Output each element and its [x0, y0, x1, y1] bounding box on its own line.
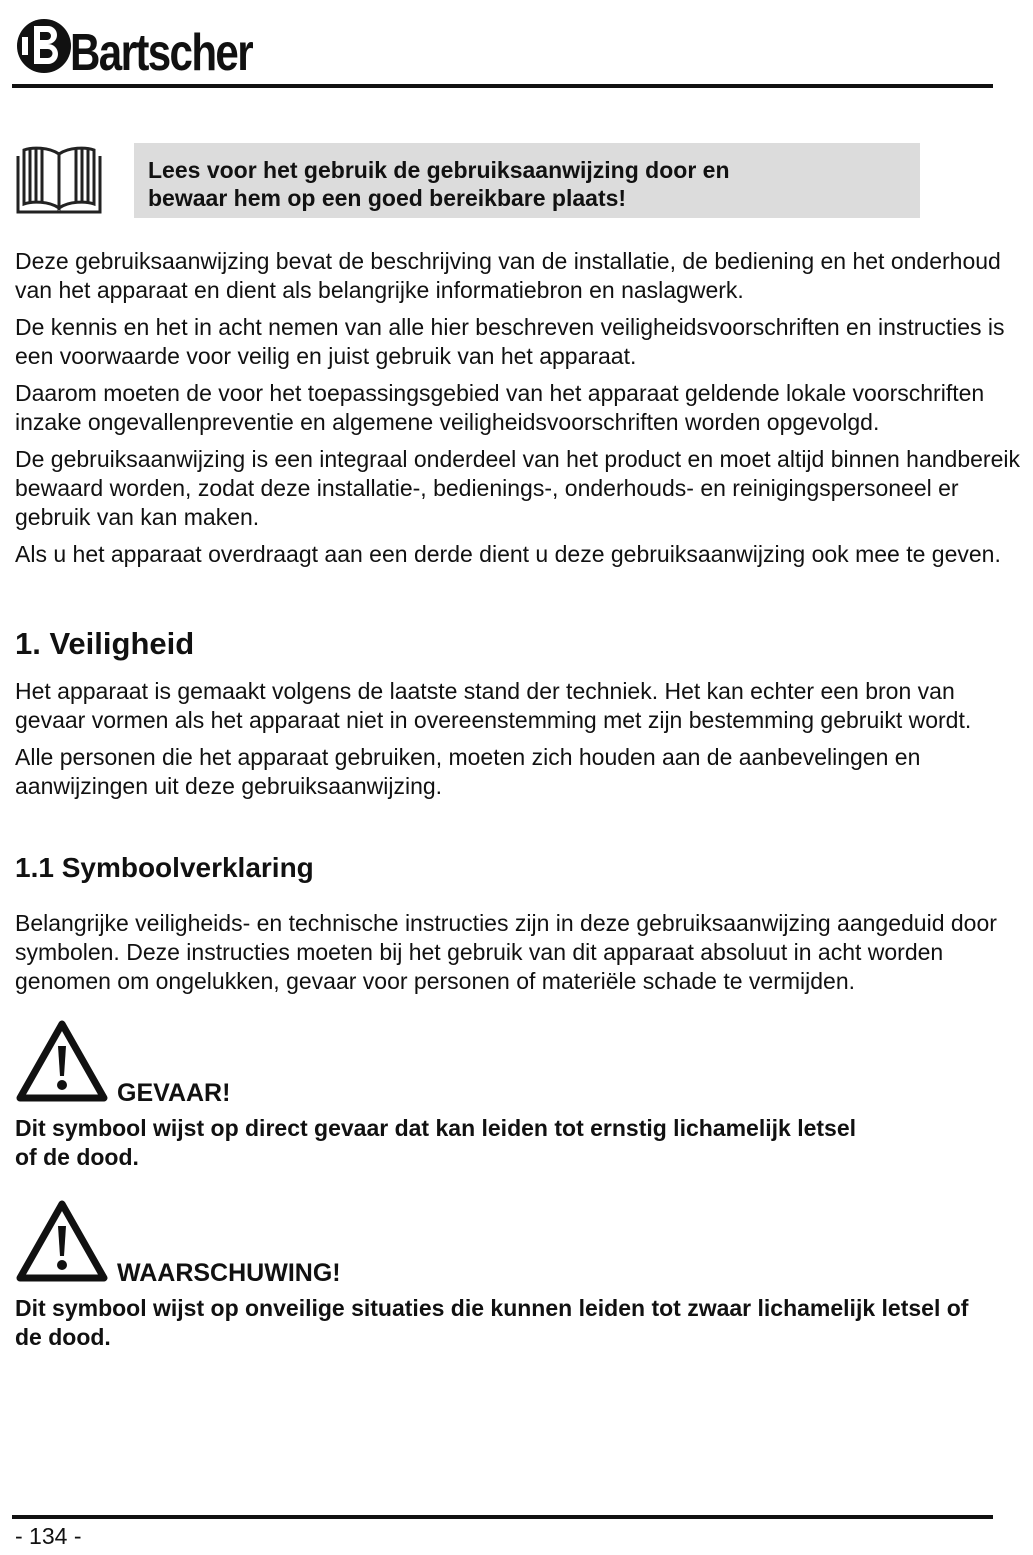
- notice-line-1: Lees voor het gebruik de gebruiksaanwijzing door en: [148, 157, 730, 183]
- intro-paragraph: Als u het apparaat overdraagt aan een derde dient u deze gebruiksaanwijzing ook mee te geven.: [15, 541, 1001, 567]
- intro-paragraph: Deze gebruiksaanwijzing bevat de beschrijving van de installatie, de bediening en het onderhoud van het apparaat en dient als belangrijke informatiebron en naslagwerk.: [15, 248, 1001, 303]
- warning-text: Dit symbool wijst op direct gevaar dat kan leiden tot ernstig lichamelijk letsel of de dood.: [15, 1115, 857, 1170]
- section-heading-safety: 1. Veiligheid: [15, 626, 195, 661]
- bartscher-logo-icon: [14, 8, 254, 82]
- brand-logo: [14, 8, 254, 82]
- warning-text: Dit symbool wijst op onveilige situaties die kunnen leiden tot zwaar lichamelijk letsel of de dood.: [15, 1295, 969, 1350]
- intro-paragraph: De gebruiksaanwijzing is een integraal onderdeel van het product en moet altijd binnen handbereik bewaard worden, zodat deze installatie-, bedienings-, onderhouds- en reinigingspersoneel er gebruik van kan maken.: [15, 446, 1020, 530]
- warning-triangle-icon: [15, 1198, 109, 1284]
- read-instructions-notice: [134, 143, 920, 218]
- book-icon: [14, 142, 104, 216]
- safety-paragraph: Het apparaat is gemaakt volgens de laatste stand der techniek. Het kan echter een bron van gevaar vormen als het apparaat niet in overeenstemming met zijn bestemming gebruikt wordt.: [15, 678, 972, 733]
- header-rule: [12, 84, 993, 88]
- warning-danger: [15, 1018, 1030, 1114]
- warning-title: WAARSCHUWING!: [117, 1259, 341, 1287]
- symbols-paragraph: Belangrijke veiligheids- en technische instructies zijn in deze gebruiksaanwijzing aangeduid door symbolen. Deze instructies moeten bij het gebruik van dit apparaat absoluut in acht worden genomen om ongelukken, gevaar voor personen of materiële schade te vermijden.: [15, 910, 997, 994]
- safety-paragraph: Alle personen die het apparaat gebruiken, moeten zich houden aan de aanbevelingen en aanwijzingen uit deze gebruiksaanwijzing.: [15, 744, 921, 799]
- intro-paragraph: De kennis en het in acht nemen van alle hier beschreven veiligheidsvoorschriften en instructies is een voorwaarde voor veilig en juist gebruik van het apparaat.: [15, 314, 1005, 369]
- warning-warning: [15, 1198, 1030, 1294]
- page-number: - 134 -: [15, 1523, 82, 1549]
- notice-line-2: bewaar hem op een goed bereikbare plaats!: [148, 185, 627, 211]
- main-content: [15, 247, 1030, 1360]
- footer-rule: [12, 1515, 993, 1519]
- section-heading-symbols: 1.1 Symboolverklaring: [15, 852, 314, 883]
- svg-text:Bartscher: Bartscher: [70, 24, 254, 82]
- intro-paragraph: Daarom moeten de voor het toepassingsgebied van het apparaat geldende lokale voorschriften inzake ongevallenpreventie en algemene veiligheidsvoorschriften worden opgevolgd.: [15, 380, 985, 435]
- warning-triangle-icon: [15, 1018, 109, 1104]
- warning-title: GEVAAR!: [117, 1079, 231, 1107]
